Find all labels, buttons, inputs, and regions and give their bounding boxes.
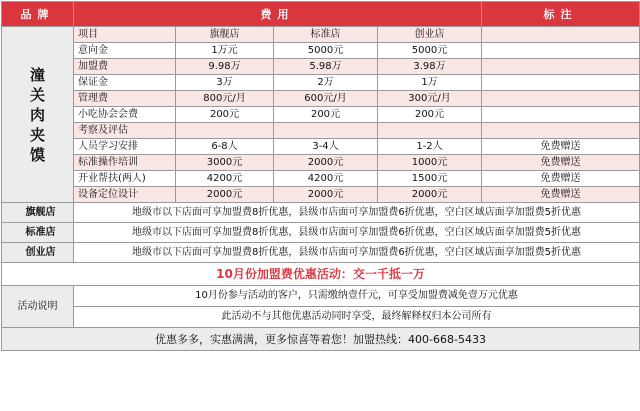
activity-label: 活动说明 (2, 286, 74, 328)
col-note (482, 27, 640, 43)
table-row: 加盟费 9.98万 5.98万 3.98万 (2, 59, 640, 75)
col-startup: 创业店 (378, 27, 482, 43)
franchise-fee-table (1, 1, 640, 351)
header-note: 标注 (482, 2, 640, 27)
policy-store-startup: 创业店 (2, 243, 74, 263)
table-row: 人员学习安排 6-8人 3-4人 1-2人 免费赠送 (2, 139, 640, 155)
footer-hotline: 优惠多多，实惠满满，更多惊喜等着您！加盟热线：400-668-5433 (2, 328, 640, 351)
brand-name: 潼 关 肉 夹 馍 (2, 27, 74, 203)
table-row: 开业帮扶(两人) 4200元 4200元 1500元 免费赠送 (2, 171, 640, 187)
header-brand: 品牌 (2, 2, 74, 27)
policy-store-flagship: 旗舰店 (2, 203, 74, 223)
policy-text-standard: 地级市以下店面可享加盟费8折优惠，县级市店面可享加盟费6折优惠，空白区域店面享加盟费5折优惠 (74, 223, 640, 243)
col-standard: 标准店 (274, 27, 378, 43)
table-row: 考察及评估 (2, 123, 640, 139)
table-row: 保证金 3万 2万 1万 (2, 75, 640, 91)
policy-text-startup: 地级市以下店面可享加盟费8折优惠，县级市店面可享加盟费6折优惠，空白区域店面享加盟费5折优惠 (74, 243, 640, 263)
table-row: 设备定位设计 2000元 2000元 2000元 免费赠送 (2, 187, 640, 203)
col-flagship: 旗舰店 (176, 27, 274, 43)
policy-store-standard: 标准店 (2, 223, 74, 243)
event-title: 10月份加盟费优惠活动：交一千抵一万 (2, 263, 640, 286)
policy-text-flagship: 地级市以下店面可享加盟费8折优惠，县级市店面可享加盟费6折优惠，空白区域店面享加盟费5折优惠 (74, 203, 640, 223)
header-fees: 费用 (74, 2, 482, 27)
table-row: 管理费 800元/月 600元/月 300元/月 (2, 91, 640, 107)
table-row: 小吃协会会费 200元 200元 200元 (2, 107, 640, 123)
activity-line-2: 此活动不与其他优惠活动同时享受，最终解释权归本公司所有 (74, 307, 640, 328)
col-item: 项目 (74, 27, 176, 43)
activity-line-1: 10月份参与活动的客户，只需缴纳壹仟元，可享受加盟费减免壹万元优惠 (74, 286, 640, 307)
table-row: 意向金 1万元 5000元 5000元 (2, 43, 640, 59)
table-row: 标准操作培训 3000元 2000元 1000元 免费赠送 (2, 155, 640, 171)
